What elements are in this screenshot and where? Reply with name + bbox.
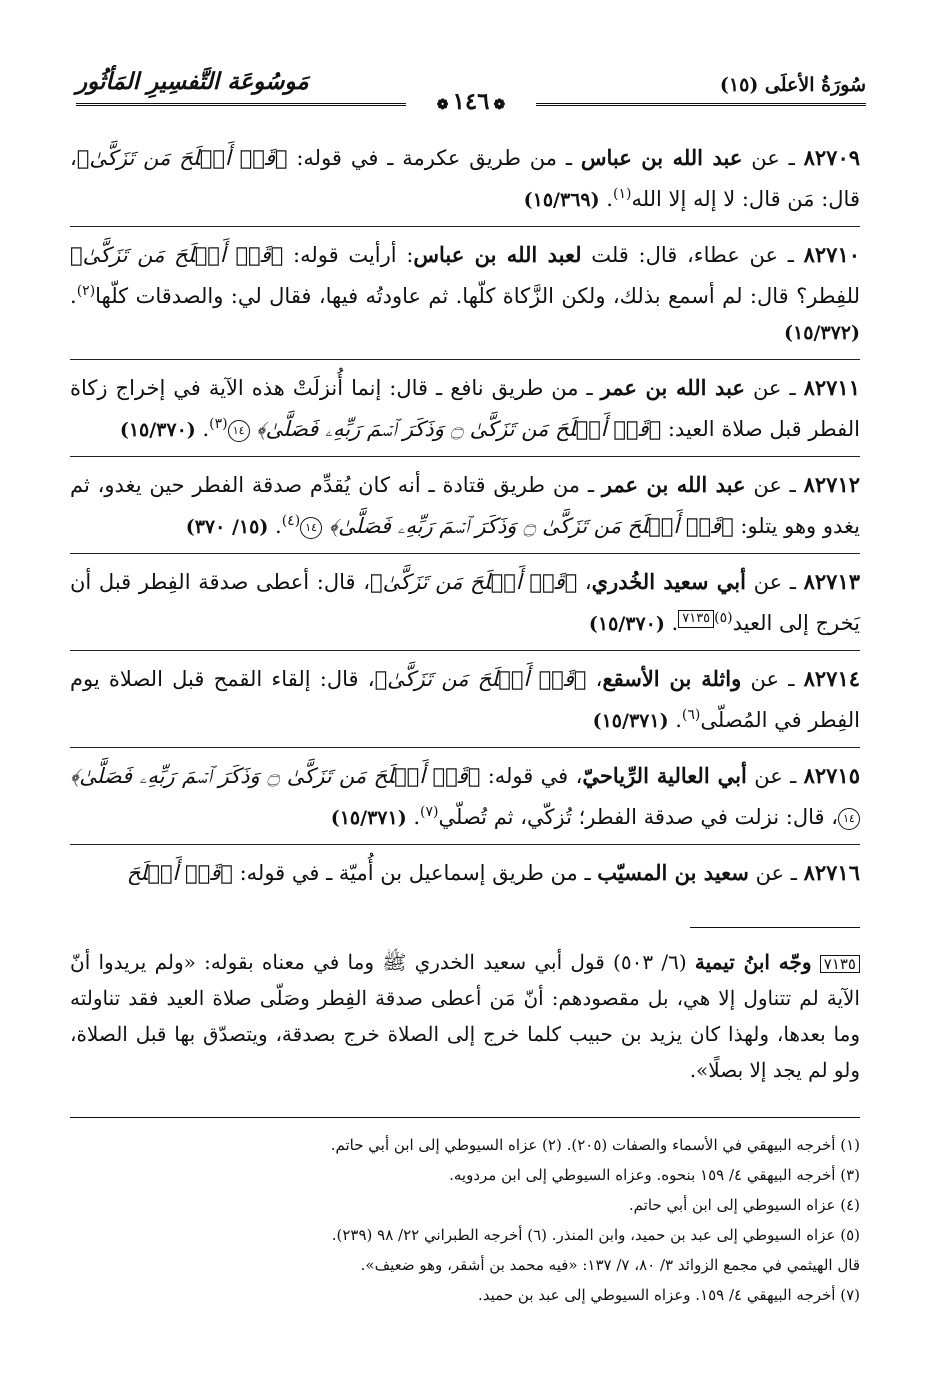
footnote-ref: (٧) (420, 804, 439, 820)
narrator-name: واثلة بن الأسقع (602, 666, 742, 691)
header-rule-right (536, 103, 866, 106)
narration-text: ـ من طريق قتادة ـ أنه كان يُقدِّم صدقة الفطر حين يغدو، ثم يغدو وهو يتلو: (70, 473, 860, 538)
narration-text: . (664, 611, 679, 635)
volume-reference: (١٥/٣٦٩) (523, 189, 600, 211)
footnote-ref: (٤) (281, 513, 301, 529)
narration-entry (70, 237, 860, 360)
page-number-block (406, 88, 536, 115)
narration-text: . (268, 514, 282, 538)
narration-text: . (668, 708, 682, 732)
narration-text: ـ عن (741, 667, 804, 691)
narrator-name: أبي العالية الرِّياحيّ (582, 763, 747, 788)
narration-text: . (406, 805, 421, 829)
narrations (70, 140, 860, 909)
narration-number: ٨٢٧١١ (803, 375, 860, 400)
quran-quote: ﴿قَدۡ أَفۡلَحَ مَن تَزَكَّىٰ﴾ (374, 667, 587, 691)
commentary-note (70, 944, 860, 1088)
book-title: مَوسُوعَة التَّفسِيرِ المَأثُور (76, 68, 309, 95)
narration-text: ، (577, 570, 592, 594)
quran-quote: ﴿قَدۡ أَفۡلَحَ مَن تَزَكَّىٰ ۝ وَذَكَرَ ٱسۡمَ رَبِّهِۦ فَصَلَّىٰ﴾ (256, 417, 662, 441)
quran-quote: ﴿قَدۡ أَفۡلَحَ (126, 861, 233, 885)
footnote-line: (٤) عزاه السيوطي إلى ابن أبي حاتم. (628, 1196, 860, 1214)
narration-number: ٨٢٧١٦ (803, 860, 860, 885)
narration-number: ٨٢٧١٠ (803, 242, 861, 267)
volume-reference: (١٥/٣٧٠) (119, 419, 196, 441)
narration-text: ، قال: مَن قال: لا إله إلا الله (70, 146, 860, 211)
narration-number: ٨٢٧١٥ (803, 763, 860, 788)
footnote-ref: (٥) (714, 610, 733, 626)
quran-quote: ﴿قَدۡ أَفۡلَحَ مَن تَزَكَّىٰ ۝ وَذَكَرَ ٱسۡمَ رَبِّهِۦ فَصَلَّىٰ﴾ (70, 764, 481, 788)
footnote-line: (٣) أخرجه البيهقي ٤/ ١٥٩ بنحوه. وعزاه السيوطي إلى ابن مردويه. (449, 1166, 860, 1184)
narrator-name: عبد الله بن عمر (600, 375, 745, 400)
quran-quote: ﴿قَدۡ أَفۡلَحَ مَن تَزَكَّىٰ﴾ (370, 570, 578, 594)
footnote-ref: (١) (612, 186, 632, 202)
page-number: ١٤٦ (452, 88, 490, 115)
footnote-line: (٧) أخرجه البيهقي ٤/ ١٥٩. وعزاه السيوطي إلى عبد بن حميد. (478, 1286, 860, 1304)
ayah-number-marker: ١٤ (838, 808, 860, 830)
footnote-line: (١) أخرجه البيهقي في الأسماء والصفات (٢٠٥). (٢) عزاه السيوطي إلى ابن أبي حاتم. (330, 1136, 860, 1154)
commentary-separator (690, 927, 860, 928)
surah-title: سُورَةُ الأعلَى (١٥) (719, 74, 866, 96)
narrator-name: عبد الله بن عباس (580, 145, 743, 170)
narrator-name: عبد الله بن عمر (601, 472, 746, 497)
narration-entry (70, 467, 860, 554)
narration-text: ـ عن (745, 473, 804, 497)
commentary-ref-box: ٧١٣٥ (678, 610, 714, 628)
narration-text: ـ عن (744, 376, 804, 400)
narration-text: للفِطر؟ قال: لم أسمع بذلك، ولكن الزَّكاة كلّها. ثم عاودتُه فيها، فقال لي: والصدقات كلّها (95, 284, 860, 308)
narration-number: ٨٢٧٠٩ (803, 145, 861, 170)
ornament-icon: ❁ (493, 97, 506, 113)
narration-text: . (70, 284, 77, 308)
quran-quote: ﴿قَدۡ أَفۡلَحَ مَن تَزَكَّىٰ﴾ (76, 146, 288, 170)
commentary-text: (٦/ ٥٠٣) قول أبي سعيد الخدري ﷺ وما في معناه بقوله: «ولم يريدوا أنّ الآية لم تتناول إلا هي، بل مقصودهم: أنّ مَن أعطى صدقة الفِطر وصَلّى صلاة العيد فقد تناولته وما بعدها، ولهذا كان يزيد بن حبيب كلما خرج إلى الصلاة خرج بصدقة، ويتصدّق بها قبل الصلاة، ولو لم يجد إلا بصلًا». (70, 950, 860, 1082)
ornament-icon: ❁ (436, 97, 449, 113)
narrator-name: سعيد بن المسيّب (597, 860, 749, 885)
narration-text: ـ عن (742, 146, 804, 170)
footnotes-rule (70, 1117, 860, 1118)
footnote-ref: (٢) (76, 283, 96, 299)
header-rule-left (76, 103, 406, 106)
commentary-ref-box: ٧١٣٥ (820, 955, 860, 973)
volume-reference: (١٥/٣٧١) (330, 807, 407, 829)
footnotes (70, 1130, 860, 1310)
narration-text: ، (586, 667, 603, 691)
commentary-author: وجّه ابنُ تيمية (694, 950, 812, 974)
narration-entry (70, 564, 860, 651)
narration-entry (70, 758, 860, 845)
narration-entry (70, 855, 860, 899)
footnote-ref: (٦) (681, 707, 701, 723)
narration-text: ـ عن (745, 570, 804, 594)
narration-entry (70, 370, 860, 457)
narrator-name: أبي سعيد الخُدري (591, 569, 746, 594)
narrator-name: لعبد الله بن عباس (413, 242, 582, 267)
narration-text: ، قال: نزلت في صدقة الفطر؛ تُزكّي، ثم تُصلّي (438, 805, 838, 829)
narration-number: ٨٢٧١٣ (803, 569, 861, 594)
narration-entry (70, 661, 860, 748)
volume-reference: (١٥/ ٣٧٠) (185, 516, 269, 538)
narration-text: ـ من طريق عكرمة ـ في قوله: (287, 146, 581, 170)
quran-quote: ﴿قَدۡ أَفۡلَحَ مَن تَزَكَّىٰ ۝ وَذَكَرَ ٱسۡمَ رَبِّهِۦ فَصَلَّىٰ﴾ (328, 514, 734, 538)
narration-text: ـ من طريق إسماعيل بن أُميّة ـ في قوله: (232, 861, 598, 885)
narration-text: ، في قوله: (480, 764, 583, 788)
volume-reference: (١٥/٣٧٠) (588, 613, 665, 635)
footnote-line: قال الهيثمي في مجمع الزوائد ٣/ ٨٠، ٧/ ١٣٧: «فيه محمد بن أشقر، وهو ضعيف». (360, 1256, 860, 1274)
narration-text: ـ من طريق نافع ـ قال: إنما أُنزلَتْ هذه الآية في إخراج زكاة الفطر قبل صلاة العيد: (70, 376, 860, 441)
volume-reference: (١٥/٣٧١) (592, 710, 669, 732)
quran-quote: ﴿قَدۡ أَفۡلَحَ مَن تَزَكَّىٰ﴾ (70, 243, 284, 267)
narration-text: ـ عن (748, 861, 804, 885)
ayah-number-marker: ١٤ (228, 420, 250, 442)
volume-reference: (١٥/٣٧٢) (784, 322, 860, 344)
narration-text: ـ عن عطاء، قال: قلت (581, 243, 804, 267)
footnote-line: (٥) عزاه السيوطي إلى عبد بن حميد، وابن المنذر. (٦) أخرجه الطبراني ٢٢/ ٩٨ (٢٣٩). (331, 1226, 860, 1244)
narration-number: ٨٢٧١٤ (803, 666, 861, 691)
footnote-ref: (٣) (209, 416, 228, 432)
narration-number: ٨٢٧١٢ (803, 472, 861, 497)
narration-text: ـ عن (746, 764, 804, 788)
narration-text: ، قال: أعطى صدقة الفِطر قبل أن يَخرج إلى العيد (70, 570, 860, 635)
narration-entry (70, 140, 860, 227)
page-header (76, 62, 866, 120)
narration-text: ، قال: إلقاء القمح قبل الصلاة يوم الفِطر في المُصلّى (70, 667, 860, 732)
narration-text: . (599, 187, 613, 211)
narration-text: . (195, 417, 210, 441)
ayah-number-marker: ١٤ (300, 517, 322, 539)
narration-text: : أرأيت قوله: (283, 243, 414, 267)
